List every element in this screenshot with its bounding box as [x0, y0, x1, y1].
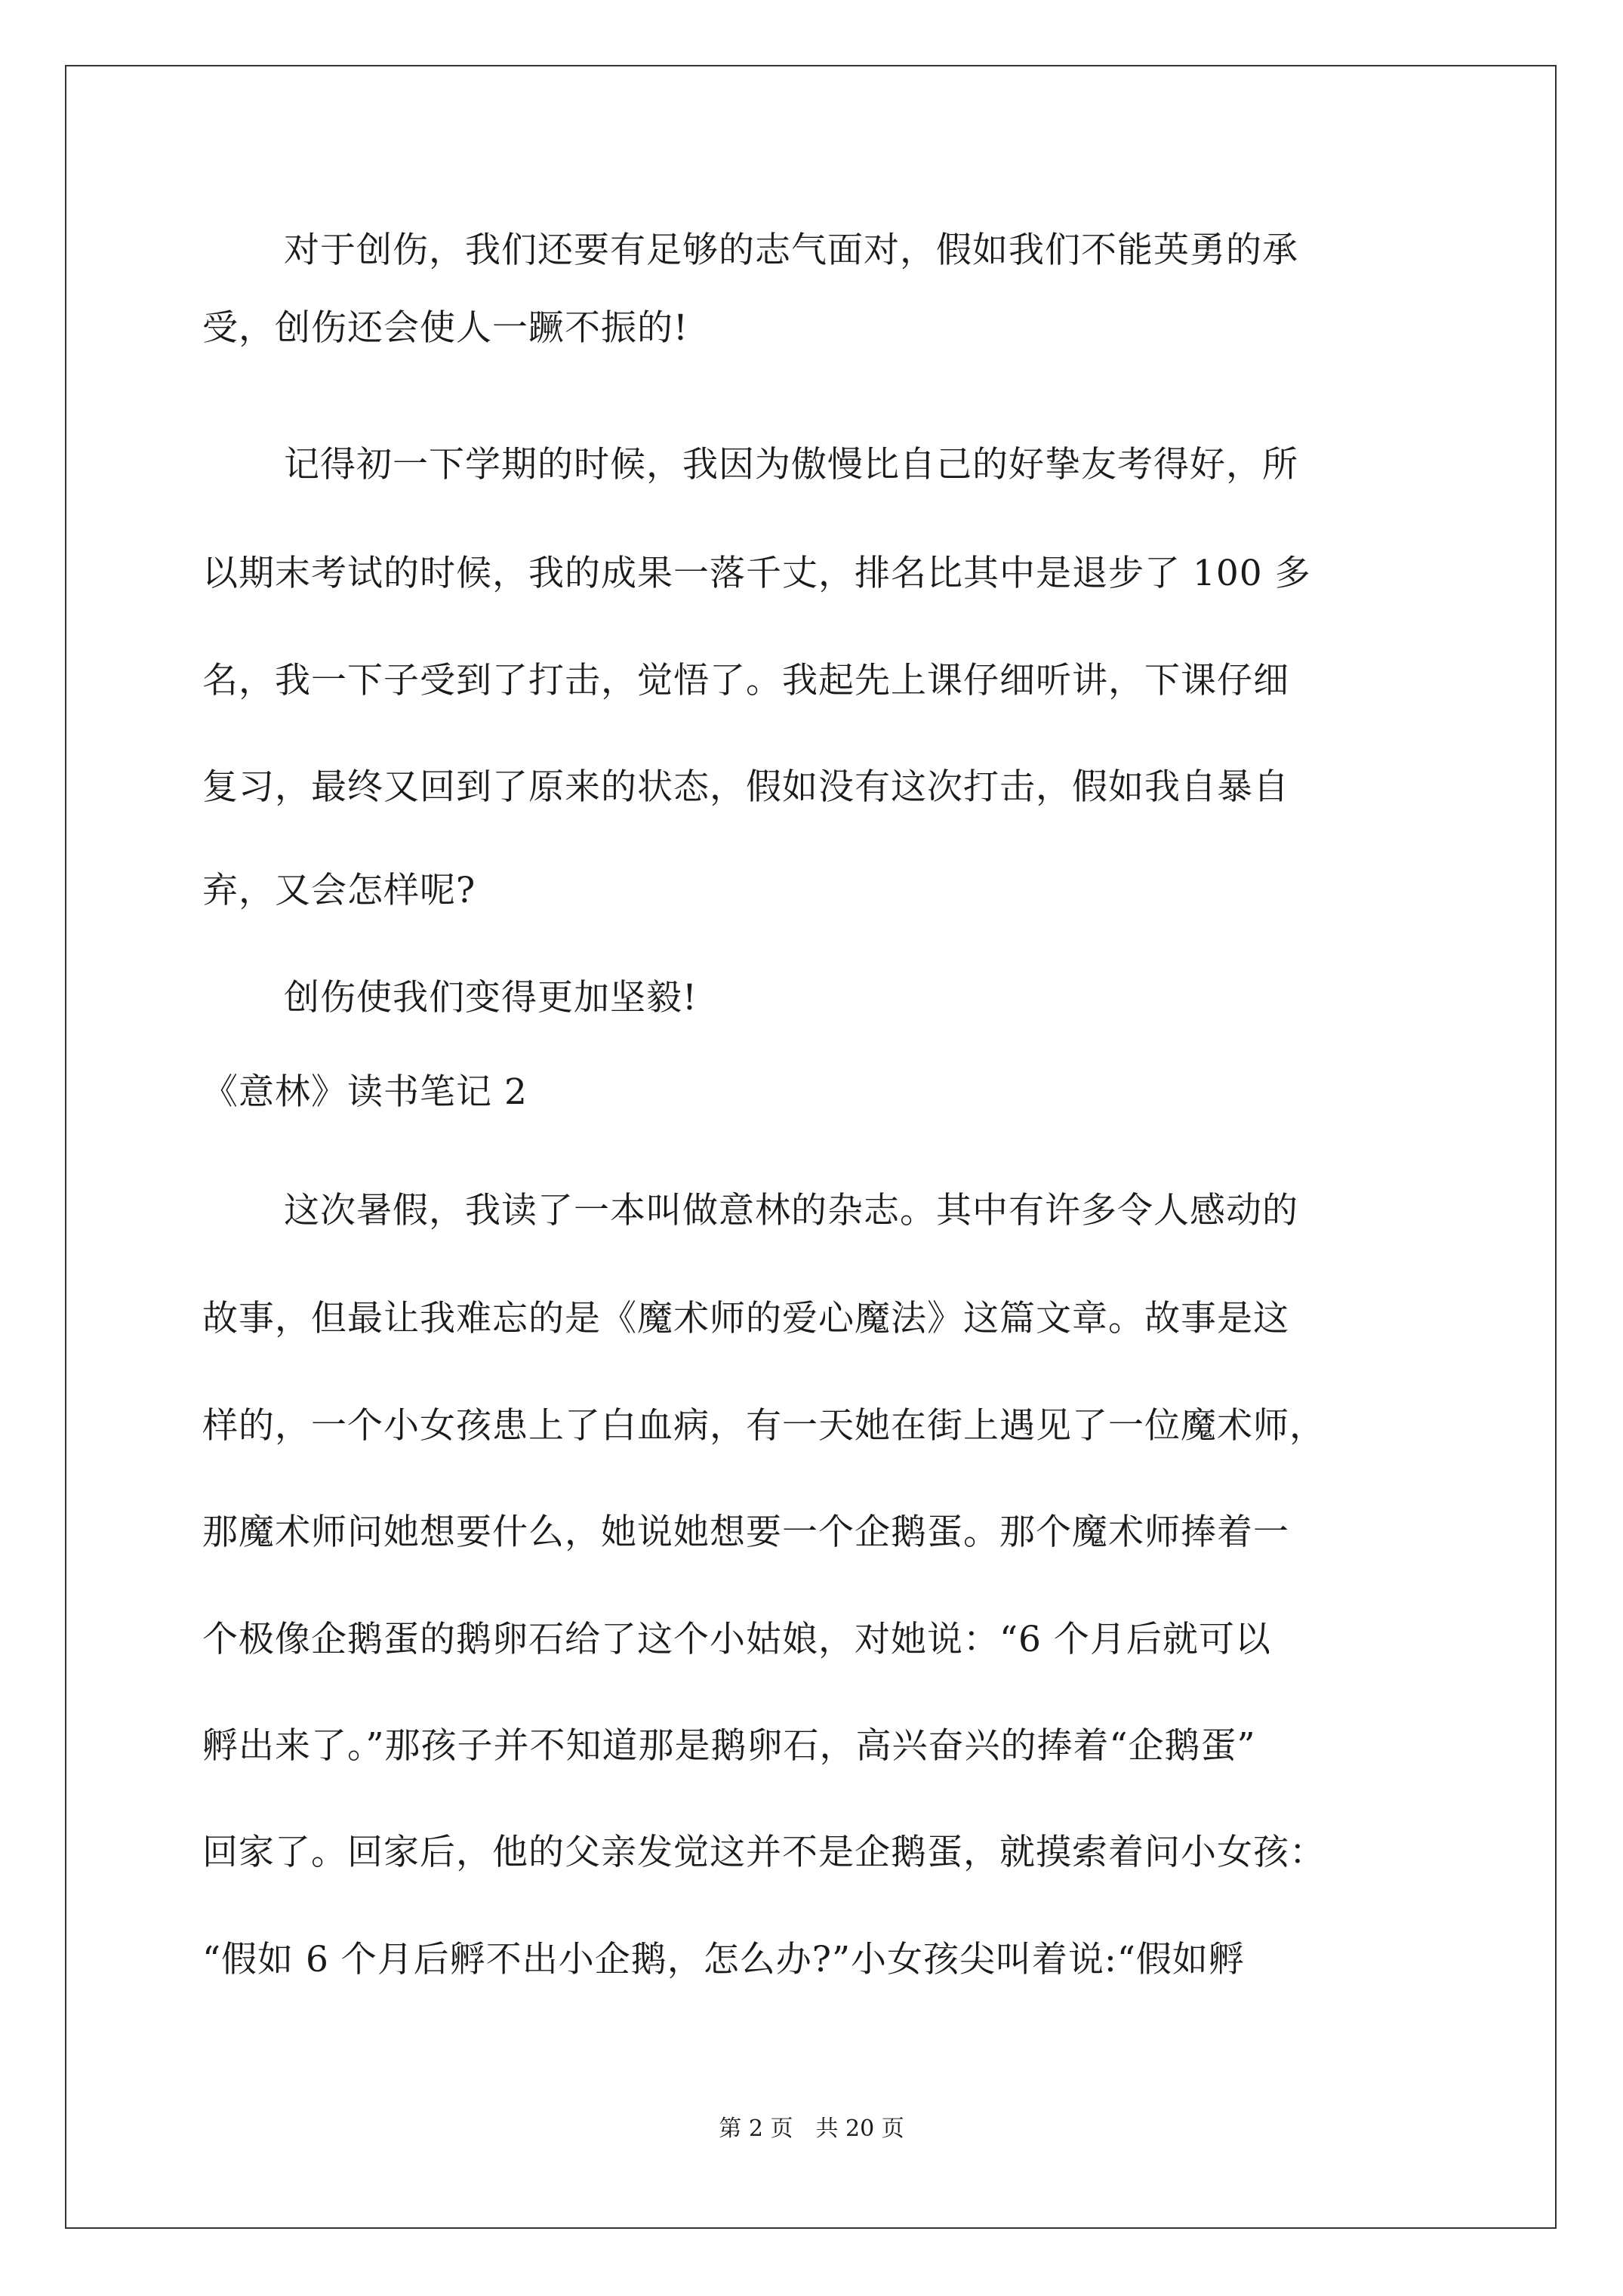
paragraph-4-line-6: 孵出来了。”那孩子并不知道那是鹅卵石，高兴奋兴的捧着“企鹅蛋”: [202, 1725, 1256, 1767]
paragraph-4-line-1: 这次暑假，我读了一本叫做意林的杂志。其中有许多令人感动的: [284, 1190, 1298, 1231]
paragraph-4-line-3: 样的，一个小女孩患上了白血病，有一天她在街上遇见了一位魔术师，: [202, 1405, 1326, 1447]
paragraph-1-line-1: 对于创伤，我们还要有足够的志气面对，假如我们不能英勇的承: [284, 230, 1298, 271]
paragraph-4-line-8: “假如 6 个月后孵不出小企鹅，怎么办?”小女孩尖叫着说:“假如孵: [202, 1939, 1245, 1980]
paragraph-4-line-2: 故事，但最让我难忘的是《魔术师的爱心魔法》这篇文章。故事是这: [202, 1298, 1289, 1339]
paragraph-3-line-1: 创伤使我们变得更加坚毅!: [284, 977, 698, 1019]
paragraph-4-line-7: 回家了。回家后，他的父亲发觉这并不是企鹅蛋，就摸索着问小女孩：: [202, 1832, 1326, 1873]
paragraph-2-line-1: 记得初一下学期的时候，我因为傲慢比自己的好挚友考得好，所: [284, 444, 1298, 485]
paragraph-2-line-2: 以期末考试的时候，我的成果一落千丈，排名比其中是退步了 100 多: [202, 553, 1311, 594]
paragraph-1-line-2: 受，创伤还会使人一蹶不振的!: [202, 307, 688, 349]
paragraph-4-line-4: 那魔术师问她想要什么，她说她想要一个企鹅蛋。那个魔术师捧着一: [202, 1512, 1289, 1553]
paragraph-4-line-5: 个极像企鹅蛋的鹅卵石给了这个小姑娘，对她说：“6 个月后就可以: [202, 1619, 1271, 1660]
paragraph-2-line-5: 弃，又会怎样呢?: [202, 870, 476, 911]
paragraph-2-line-4: 复习，最终又回到了原来的状态，假如没有这次打击，假如我自暴自: [202, 766, 1289, 808]
paragraph-2-line-3: 名，我一下子受到了打击，觉悟了。我起先上课仔细听讲，下课仔细: [202, 660, 1289, 701]
page-border: [65, 65, 1557, 2229]
section-heading: 《意林》读书笔记 2: [202, 1071, 528, 1113]
page-number-footer: 第 2 页 共 20 页: [719, 2116, 904, 2142]
